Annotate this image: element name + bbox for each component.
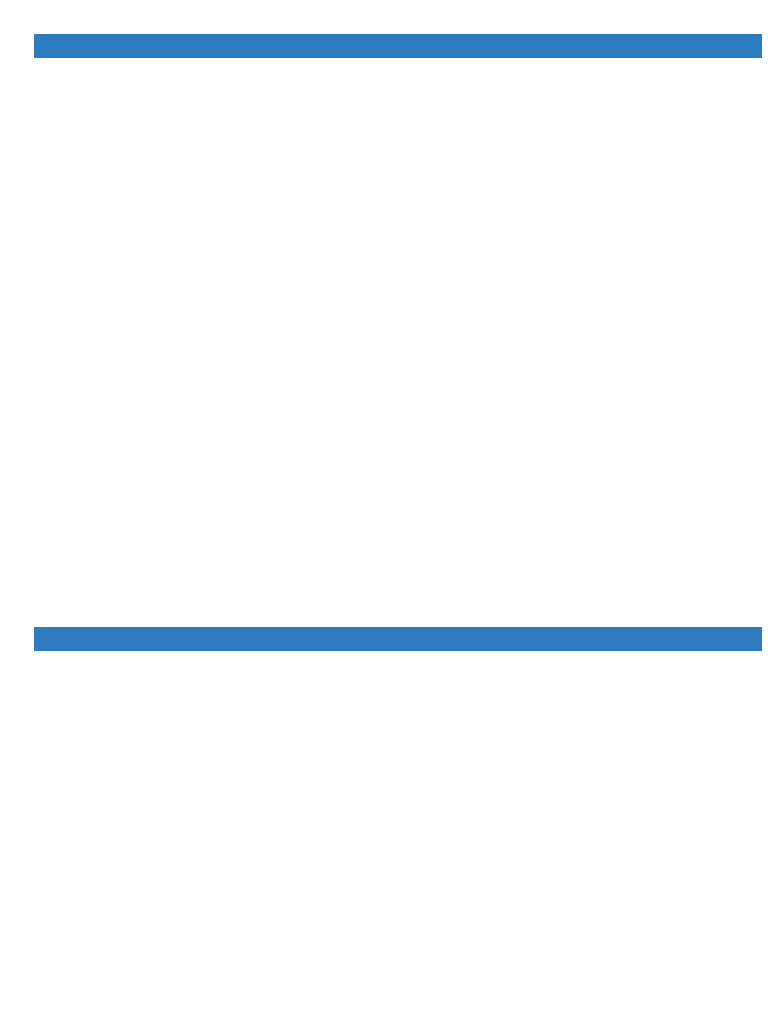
cheat-sheet-page-bottom bbox=[34, 627, 762, 651]
header-banner bbox=[34, 34, 762, 58]
cheat-sheet-page-top bbox=[34, 34, 762, 58]
footer-banner bbox=[34, 627, 762, 651]
